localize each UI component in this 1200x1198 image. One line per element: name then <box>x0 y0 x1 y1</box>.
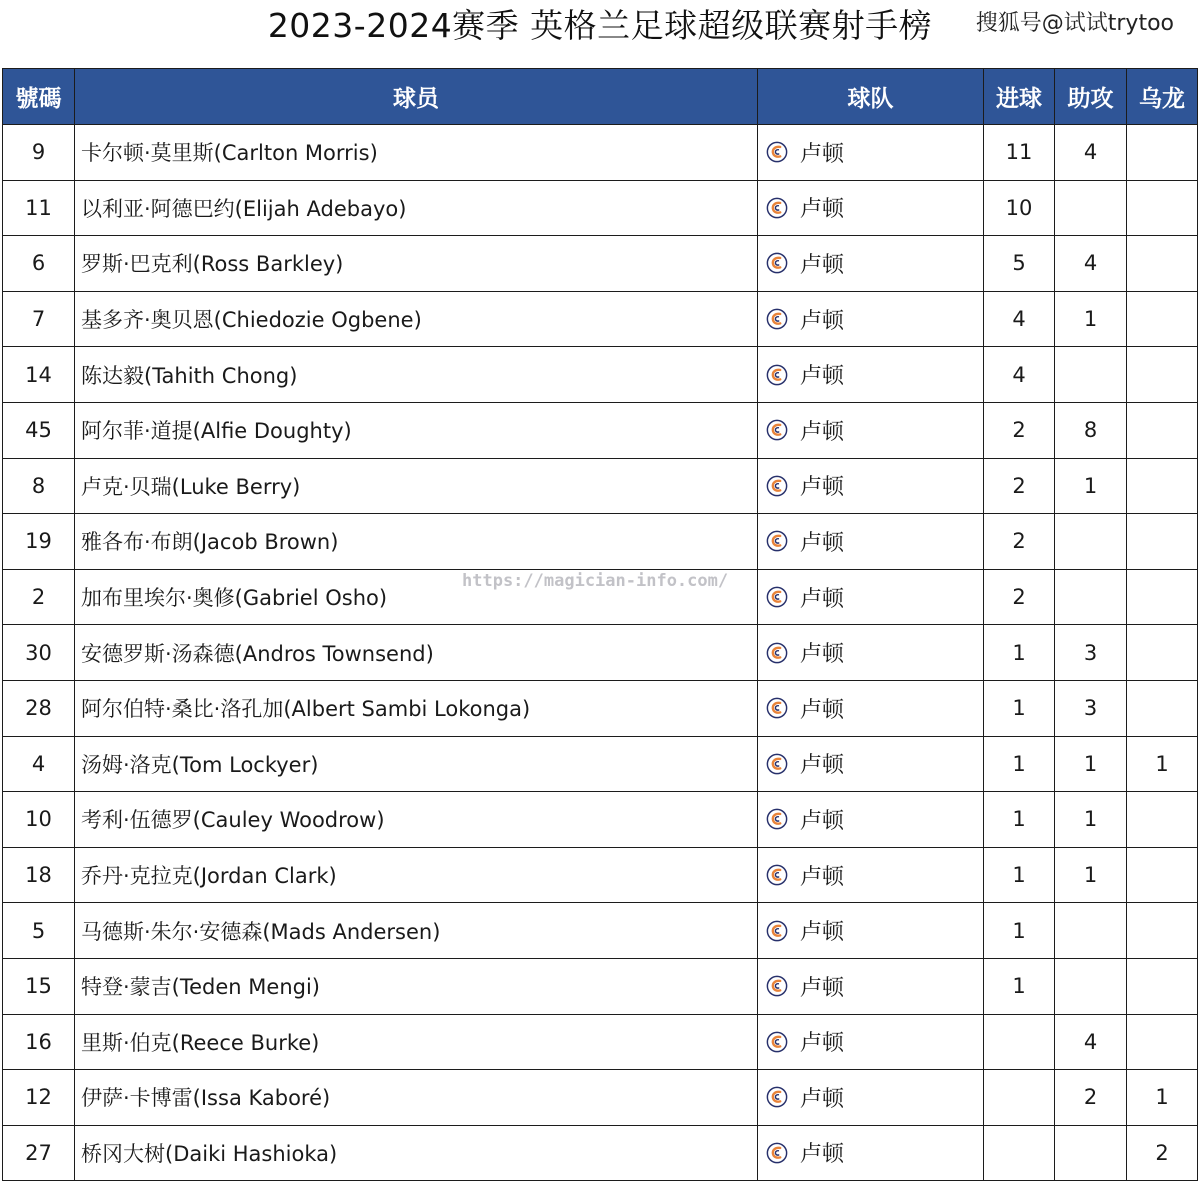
luton-crest-icon <box>766 252 788 274</box>
cell-number: 12 <box>3 1070 75 1126</box>
cell-goals <box>984 1014 1055 1070</box>
table-row <box>3 958 1198 1014</box>
cell-player: 考利·伍德罗(Cauley Woodrow) <box>75 792 758 848</box>
cell-assists: 1 <box>1055 291 1127 347</box>
cell-assists <box>1055 569 1127 625</box>
table-row <box>3 291 1198 347</box>
cell-own-goals <box>1127 1014 1198 1070</box>
cell-team <box>758 625 984 681</box>
cell-player: 乔丹·克拉克(Jordan Clark) <box>75 847 758 903</box>
team-name: 卢顿 <box>800 530 845 556</box>
cell-own-goals: 2 <box>1127 1125 1198 1181</box>
cell-own-goals: 1 <box>1127 1070 1198 1126</box>
table-row <box>3 680 1198 736</box>
cell-player: 伊萨·卡博雷(Issa Kaboré) <box>75 1070 758 1126</box>
team-name: 卢顿 <box>800 975 845 1001</box>
cell-assists <box>1055 1125 1127 1181</box>
cell-assists: 3 <box>1055 680 1127 736</box>
cell-player: 阿尔菲·道提(Alfie Doughty) <box>75 402 758 458</box>
cell-goals: 4 <box>984 347 1055 403</box>
page-title: 2023-2024赛季 英格兰足球超级联赛射手榜 <box>267 6 933 45</box>
cell-team <box>758 569 984 625</box>
cell-goals: 1 <box>984 736 1055 792</box>
cell-goals: 2 <box>984 458 1055 514</box>
watermark-sohu: 搜狐号@试试trytoo <box>975 11 1174 36</box>
table-row <box>3 736 1198 792</box>
team-name: 卢顿 <box>800 697 845 723</box>
cell-number: 27 <box>3 1125 75 1181</box>
cell-own-goals <box>1127 792 1198 848</box>
team-name: 卢顿 <box>800 475 845 501</box>
cell-own-goals <box>1127 236 1198 292</box>
cell-assists: 1 <box>1055 792 1127 848</box>
cell-team <box>758 903 984 959</box>
table-row <box>3 125 1198 181</box>
cell-goals: 1 <box>984 847 1055 903</box>
cell-player: 特登·蒙吉(Teden Mengi) <box>75 958 758 1014</box>
cell-player: 卡尔顿·莫里斯(Carlton Morris) <box>75 125 758 181</box>
cell-goals: 4 <box>984 291 1055 347</box>
cell-number: 16 <box>3 1014 75 1070</box>
cell-number: 18 <box>3 847 75 903</box>
team-name: 卢顿 <box>800 808 845 834</box>
cell-assists: 8 <box>1055 402 1127 458</box>
cell-team <box>758 792 984 848</box>
table-row <box>3 625 1198 681</box>
cell-number: 45 <box>3 402 75 458</box>
table-row <box>3 180 1198 236</box>
cell-team <box>758 458 984 514</box>
cell-player: 以利亚·阿德巴约(Elijah Adebayo) <box>75 180 758 236</box>
cell-team <box>758 1125 984 1181</box>
cell-assists <box>1055 514 1127 570</box>
cell-own-goals <box>1127 903 1198 959</box>
cell-goals: 10 <box>984 180 1055 236</box>
table-row <box>3 1070 1198 1126</box>
header-assists: 助攻 <box>1055 69 1127 125</box>
luton-crest-icon <box>766 975 788 997</box>
cell-number: 2 <box>3 569 75 625</box>
luton-crest-icon <box>766 697 788 719</box>
cell-assists <box>1055 180 1127 236</box>
cell-goals: 1 <box>984 625 1055 681</box>
cell-team <box>758 180 984 236</box>
cell-number: 14 <box>3 347 75 403</box>
cell-team <box>758 847 984 903</box>
cell-player: 桥冈大树(Daiki Hashioka) <box>75 1125 758 1181</box>
luton-crest-icon <box>766 530 788 552</box>
table-row <box>3 458 1198 514</box>
header-team: 球队 <box>758 69 984 125</box>
cell-goals: 1 <box>984 792 1055 848</box>
cell-goals: 1 <box>984 903 1055 959</box>
cell-goals: 1 <box>984 680 1055 736</box>
cell-goals: 11 <box>984 125 1055 181</box>
cell-team <box>758 736 984 792</box>
header-player: 球员 <box>75 69 758 125</box>
cell-team <box>758 1070 984 1126</box>
cell-goals: 1 <box>984 958 1055 1014</box>
cell-own-goals <box>1127 291 1198 347</box>
cell-assists <box>1055 347 1127 403</box>
header-number: 號碼 <box>3 69 75 125</box>
cell-assists: 1 <box>1055 458 1127 514</box>
cell-number: 9 <box>3 125 75 181</box>
cell-player: 马德斯·朱尔·安德森(Mads Andersen) <box>75 903 758 959</box>
luton-crest-icon <box>766 475 788 497</box>
cell-number: 15 <box>3 958 75 1014</box>
table-row <box>3 402 1198 458</box>
cell-team <box>758 958 984 1014</box>
cell-own-goals <box>1127 514 1198 570</box>
team-name: 卢顿 <box>800 364 845 390</box>
cell-assists: 3 <box>1055 625 1127 681</box>
cell-number: 7 <box>3 291 75 347</box>
cell-player: 基多齐·奥贝恩(Chiedozie Ogbene) <box>75 291 758 347</box>
cell-player: 安德罗斯·汤森德(Andros Townsend) <box>75 625 758 681</box>
luton-crest-icon <box>766 1142 788 1164</box>
cell-player: 汤姆·洛克(Tom Lockyer) <box>75 736 758 792</box>
team-name: 卢顿 <box>800 864 845 890</box>
cell-own-goals <box>1127 402 1198 458</box>
cell-team <box>758 402 984 458</box>
header-goals: 进球 <box>984 69 1055 125</box>
watermark-url: https://magician-info.com/ <box>462 571 729 591</box>
luton-crest-icon <box>766 364 788 386</box>
cell-assists <box>1055 903 1127 959</box>
cell-goals: 5 <box>984 236 1055 292</box>
cell-player: 陈达毅(Tahith Chong) <box>75 347 758 403</box>
table-row <box>3 792 1198 848</box>
luton-crest-icon <box>766 419 788 441</box>
cell-player: 阿尔伯特·桑比·洛孔加(Albert Sambi Lokonga) <box>75 680 758 736</box>
cell-own-goals <box>1127 347 1198 403</box>
cell-number: 11 <box>3 180 75 236</box>
luton-crest-icon <box>766 864 788 886</box>
team-name: 卢顿 <box>800 308 845 334</box>
cell-goals <box>984 1125 1055 1181</box>
cell-number: 30 <box>3 625 75 681</box>
cell-number: 4 <box>3 736 75 792</box>
team-name: 卢顿 <box>800 586 845 612</box>
team-name: 卢顿 <box>800 141 845 167</box>
cell-number: 8 <box>3 458 75 514</box>
luton-crest-icon <box>766 1031 788 1053</box>
cell-player: 卢克·贝瑞(Luke Berry) <box>75 458 758 514</box>
table-row <box>3 1125 1198 1181</box>
luton-crest-icon <box>766 1086 788 1108</box>
cell-own-goals <box>1127 625 1198 681</box>
luton-crest-icon <box>766 642 788 664</box>
cell-assists: 2 <box>1055 1070 1127 1126</box>
cell-assists: 4 <box>1055 125 1127 181</box>
luton-crest-icon <box>766 920 788 942</box>
luton-crest-icon <box>766 308 788 330</box>
cell-goals <box>984 1070 1055 1126</box>
cell-player: 里斯·伯克(Reece Burke) <box>75 1014 758 1070</box>
cell-team <box>758 236 984 292</box>
cell-team <box>758 514 984 570</box>
team-name: 卢顿 <box>800 1086 845 1112</box>
cell-own-goals <box>1127 680 1198 736</box>
cell-own-goals <box>1127 847 1198 903</box>
cell-goals: 2 <box>984 514 1055 570</box>
team-name: 卢顿 <box>800 642 845 668</box>
team-name: 卢顿 <box>800 252 845 278</box>
luton-crest-icon <box>766 586 788 608</box>
cell-player: 加布里埃尔·奥修(Gabriel Osho) <box>75 569 758 625</box>
cell-player: 罗斯·巴克利(Ross Barkley) <box>75 236 758 292</box>
cell-goals: 2 <box>984 402 1055 458</box>
cell-own-goals: 1 <box>1127 736 1198 792</box>
cell-assists: 4 <box>1055 236 1127 292</box>
cell-assists: 1 <box>1055 847 1127 903</box>
scorers-table <box>2 68 1198 1181</box>
cell-own-goals <box>1127 458 1198 514</box>
team-name: 卢顿 <box>800 1031 845 1057</box>
team-name: 卢顿 <box>800 1142 845 1168</box>
table-row <box>3 847 1198 903</box>
cell-own-goals <box>1127 569 1198 625</box>
cell-assists: 4 <box>1055 1014 1127 1070</box>
luton-crest-icon <box>766 753 788 775</box>
cell-team <box>758 680 984 736</box>
cell-assists: 1 <box>1055 736 1127 792</box>
luton-crest-icon <box>766 141 788 163</box>
cell-goals: 2 <box>984 569 1055 625</box>
cell-number: 10 <box>3 792 75 848</box>
cell-team <box>758 347 984 403</box>
table-row <box>3 236 1198 292</box>
team-name: 卢顿 <box>800 753 845 779</box>
cell-team <box>758 125 984 181</box>
cell-number: 6 <box>3 236 75 292</box>
cell-player: 雅各布·布朗(Jacob Brown) <box>75 514 758 570</box>
header-own-goals: 乌龙 <box>1127 69 1198 125</box>
table-header-row <box>3 69 1198 125</box>
luton-crest-icon <box>766 808 788 830</box>
table-row <box>3 903 1198 959</box>
cell-own-goals <box>1127 958 1198 1014</box>
table-row <box>3 347 1198 403</box>
cell-assists <box>1055 958 1127 1014</box>
luton-crest-icon <box>766 197 788 219</box>
table-row <box>3 569 1198 625</box>
team-name: 卢顿 <box>800 197 845 223</box>
cell-number: 19 <box>3 514 75 570</box>
table-row <box>3 514 1198 570</box>
cell-own-goals <box>1127 125 1198 181</box>
team-name: 卢顿 <box>800 419 845 445</box>
cell-own-goals <box>1127 180 1198 236</box>
team-name: 卢顿 <box>800 920 845 946</box>
cell-number: 28 <box>3 680 75 736</box>
cell-number: 5 <box>3 903 75 959</box>
table-row <box>3 1014 1198 1070</box>
cell-team <box>758 291 984 347</box>
cell-team <box>758 1014 984 1070</box>
